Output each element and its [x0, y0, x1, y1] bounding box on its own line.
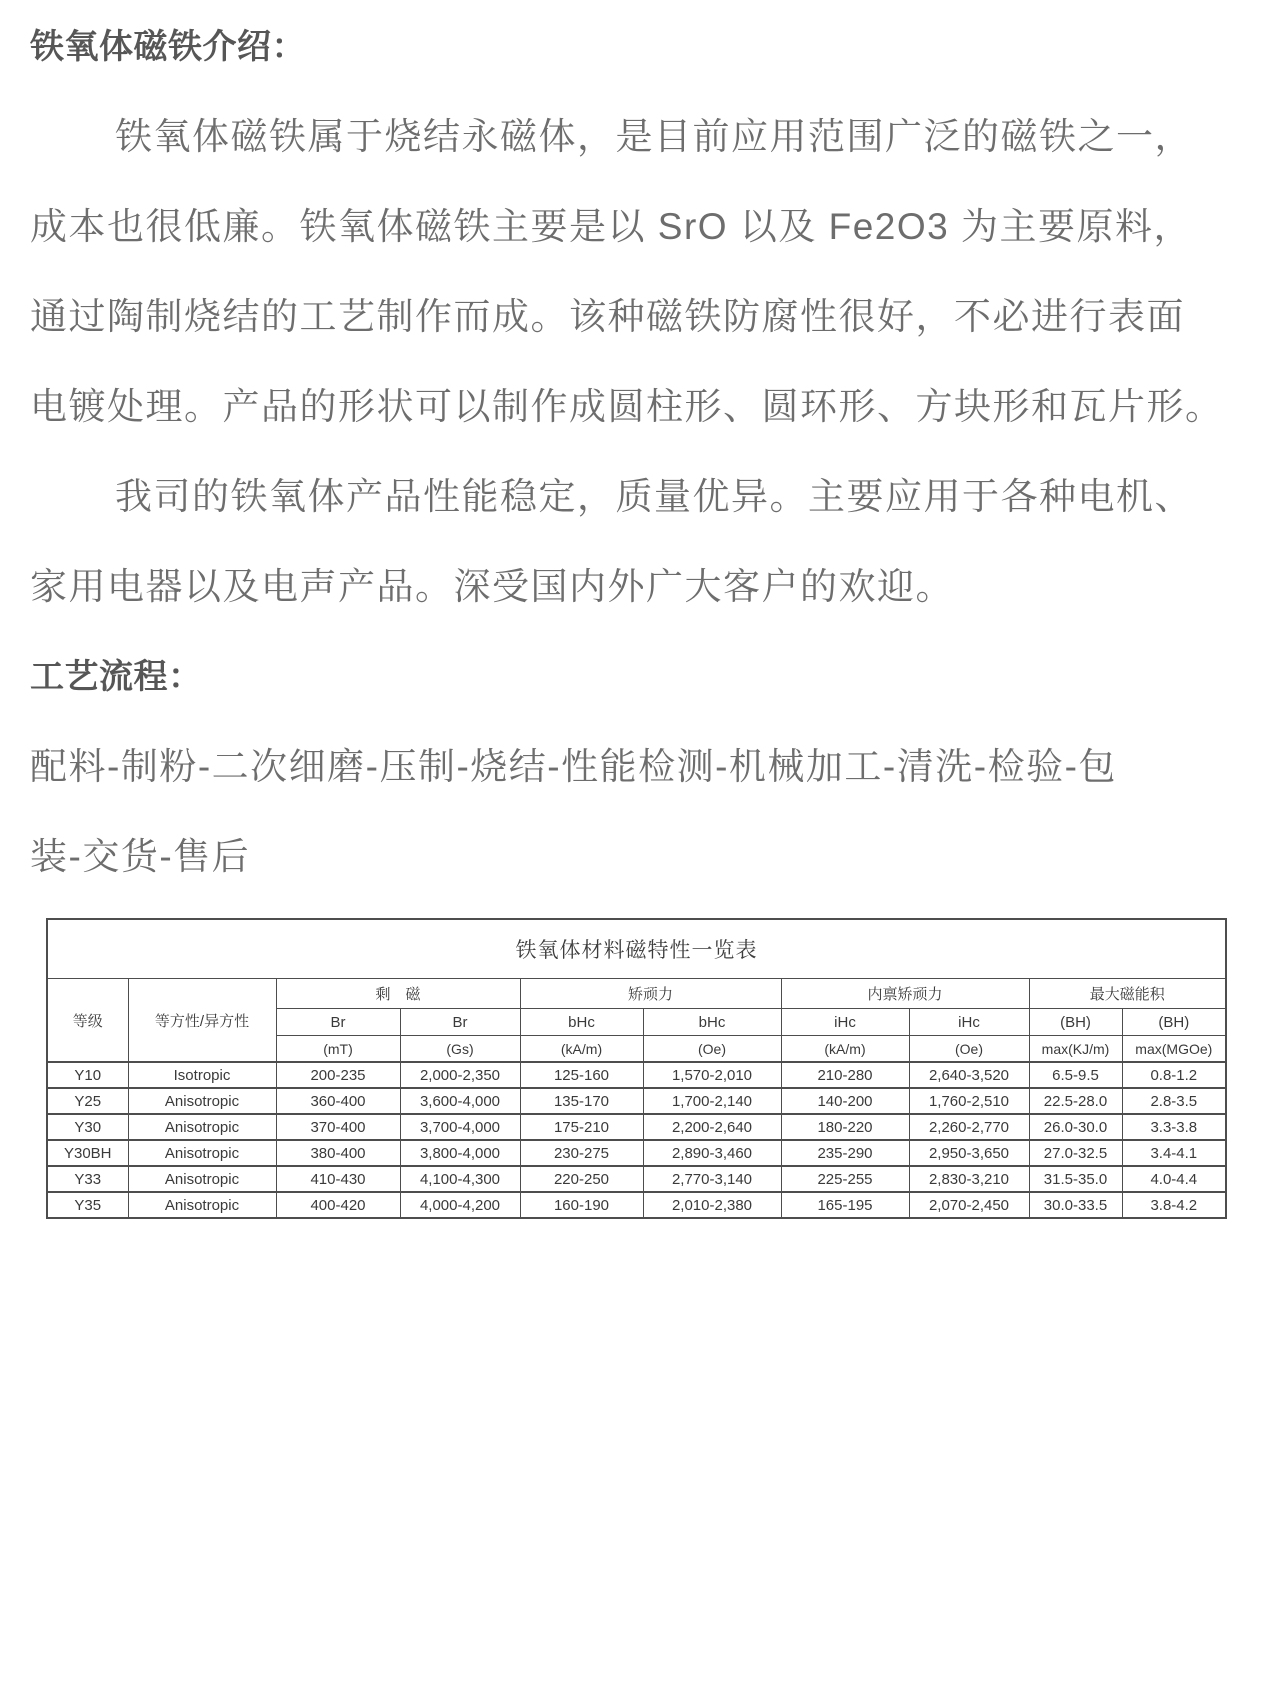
- value-cell: 360-400: [276, 1088, 400, 1114]
- value-cell: 26.0-30.0: [1029, 1114, 1122, 1140]
- table-row: [47, 1114, 1226, 1140]
- unit-header: (Gs): [400, 1036, 520, 1063]
- value-cell: 180-220: [781, 1114, 909, 1140]
- paragraph-line: 成本也很低廉。铁氧体磁铁主要是以 SrO 以及 Fe2O3 为主要原料，: [30, 206, 1193, 247]
- column-header: iHc: [781, 1009, 909, 1036]
- grade-column-header: 等级: [47, 979, 128, 1063]
- unit-header: max(KJ/m): [1029, 1036, 1122, 1063]
- value-cell: 2,950-3,650: [909, 1140, 1029, 1166]
- grade-cell: Y25: [47, 1088, 128, 1114]
- value-cell: 22.5-28.0: [1029, 1088, 1122, 1114]
- table-row: [47, 1140, 1226, 1166]
- value-cell: 1,760-2,510: [909, 1088, 1029, 1114]
- value-cell: 140-200: [781, 1088, 909, 1114]
- column-header: Br: [400, 1009, 520, 1036]
- value-cell: 160-190: [520, 1192, 643, 1218]
- paragraph-line: 我司的铁氧体产品性能稳定，质量优异。主要应用于各种电机、: [115, 476, 1193, 517]
- paragraph-line: 通过陶制烧结的工艺制作而成。该种磁铁防腐性很好，不必进行表面: [30, 296, 1185, 337]
- value-cell: 380-400: [276, 1140, 400, 1166]
- value-cell: 6.5-9.5: [1029, 1062, 1122, 1088]
- value-cell: 3,600-4,000: [400, 1088, 520, 1114]
- value-cell: 235-290: [781, 1140, 909, 1166]
- value-cell: 2,070-2,450: [909, 1192, 1029, 1218]
- value-cell: 1,700-2,140: [643, 1088, 781, 1114]
- table-title: 铁氧体材料磁特性一览表: [47, 919, 1226, 979]
- isotropy-cell: Anisotropic: [128, 1140, 276, 1166]
- value-cell: 175-210: [520, 1114, 643, 1140]
- grade-cell: Y35: [47, 1192, 128, 1218]
- value-cell: 2,770-3,140: [643, 1166, 781, 1192]
- value-cell: 2,640-3,520: [909, 1062, 1029, 1088]
- value-cell: 230-275: [520, 1140, 643, 1166]
- column-header: Br: [276, 1009, 400, 1036]
- column-header: (BH): [1122, 1009, 1226, 1036]
- value-cell: 1,570-2,010: [643, 1062, 781, 1088]
- column-header: (BH): [1029, 1009, 1122, 1036]
- value-cell: 200-235: [276, 1062, 400, 1088]
- value-cell: 2,000-2,350: [400, 1062, 520, 1088]
- max-energy-product-group-header: 最大磁能积: [1029, 979, 1226, 1009]
- grade-cell: Y10: [47, 1062, 128, 1088]
- intrinsic-coercivity-group-header: 内禀矫顽力: [781, 979, 1029, 1009]
- value-cell: 210-280: [781, 1062, 909, 1088]
- company-paragraph: [30, 452, 1259, 632]
- intro-heading: 铁氧体磁铁介绍：: [30, 28, 306, 66]
- remanence-group-header: 剩 磁: [276, 979, 520, 1009]
- paragraph-line: 电镀处理。产品的形状可以制作成圆柱形、圆环形、方块形和瓦片形。: [30, 386, 1224, 427]
- isotropy-cell: Anisotropic: [128, 1088, 276, 1114]
- value-cell: 125-160: [520, 1062, 643, 1088]
- value-cell: 3,700-4,000: [400, 1114, 520, 1140]
- value-cell: 4,000-4,200: [400, 1192, 520, 1218]
- paragraph-line: 家用电器以及电声产品。深受国内外广大客户的欢迎。: [30, 566, 954, 607]
- value-cell: 2,890-3,460: [643, 1140, 781, 1166]
- value-cell: 31.5-35.0: [1029, 1166, 1122, 1192]
- value-cell: 225-255: [781, 1166, 909, 1192]
- isotropy-cell: Anisotropic: [128, 1192, 276, 1218]
- table-group-header-row: [47, 979, 1226, 1009]
- value-cell: 2,010-2,380: [643, 1192, 781, 1218]
- grade-cell: Y30: [47, 1114, 128, 1140]
- value-cell: 27.0-32.5: [1029, 1140, 1122, 1166]
- unit-header: (kA/m): [781, 1036, 909, 1063]
- value-cell: 410-430: [276, 1166, 400, 1192]
- unit-header: (Oe): [909, 1036, 1029, 1063]
- value-cell: 370-400: [276, 1114, 400, 1140]
- value-cell: 2,260-2,770: [909, 1114, 1029, 1140]
- value-cell: 4,100-4,300: [400, 1166, 520, 1192]
- value-cell: 0.8-1.2: [1122, 1062, 1226, 1088]
- process-paragraph: [30, 722, 1259, 902]
- intro-paragraph: [30, 92, 1259, 452]
- paragraph-line: 铁氧体磁铁属于烧结永磁体，是目前应用范围广泛的磁铁之一，: [115, 116, 1193, 157]
- grade-cell: Y30BH: [47, 1140, 128, 1166]
- unit-header: (Oe): [643, 1036, 781, 1063]
- value-cell: 400-420: [276, 1192, 400, 1218]
- isotropy-cell: Anisotropic: [128, 1114, 276, 1140]
- value-cell: 165-195: [781, 1192, 909, 1218]
- value-cell: 3,800-4,000: [400, 1140, 520, 1166]
- value-cell: 3.4-4.1: [1122, 1140, 1226, 1166]
- value-cell: 2,830-3,210: [909, 1166, 1029, 1192]
- isotropy-cell: Anisotropic: [128, 1166, 276, 1192]
- value-cell: 4.0-4.4: [1122, 1166, 1226, 1192]
- table-body: [47, 1062, 1226, 1218]
- value-cell: 3.8-4.2: [1122, 1192, 1226, 1218]
- value-cell: 135-170: [520, 1088, 643, 1114]
- column-header: iHc: [909, 1009, 1029, 1036]
- unit-header: max(MGOe): [1122, 1036, 1226, 1063]
- paragraph-line: 装-交货-售后: [30, 836, 251, 877]
- table-row: [47, 1088, 1226, 1114]
- table-title-row: [47, 919, 1226, 979]
- column-header: bHc: [643, 1009, 781, 1036]
- table-row: [47, 1192, 1226, 1218]
- process-heading: 工艺流程：: [30, 658, 203, 696]
- paragraph-line: 配料-制粉-二次细磨-压制-烧结-性能检测-机械加工-清洗-检验-包: [30, 746, 1117, 787]
- column-header: bHc: [520, 1009, 643, 1036]
- isotropy-column-header: 等方性/异方性: [128, 979, 276, 1063]
- value-cell: 30.0-33.5: [1029, 1192, 1122, 1218]
- value-cell: 220-250: [520, 1166, 643, 1192]
- isotropy-cell: Isotropic: [128, 1062, 276, 1088]
- unit-header: (kA/m): [520, 1036, 643, 1063]
- value-cell: 2.8-3.5: [1122, 1088, 1226, 1114]
- table-row: [47, 1062, 1226, 1088]
- grade-cell: Y33: [47, 1166, 128, 1192]
- value-cell: 2,200-2,640: [643, 1114, 781, 1140]
- table-row: [47, 1166, 1226, 1192]
- value-cell: 3.3-3.8: [1122, 1114, 1226, 1140]
- unit-header: (mT): [276, 1036, 400, 1063]
- coercivity-group-header: 矫顽力: [520, 979, 781, 1009]
- magnetic-properties-table: [46, 918, 1259, 1219]
